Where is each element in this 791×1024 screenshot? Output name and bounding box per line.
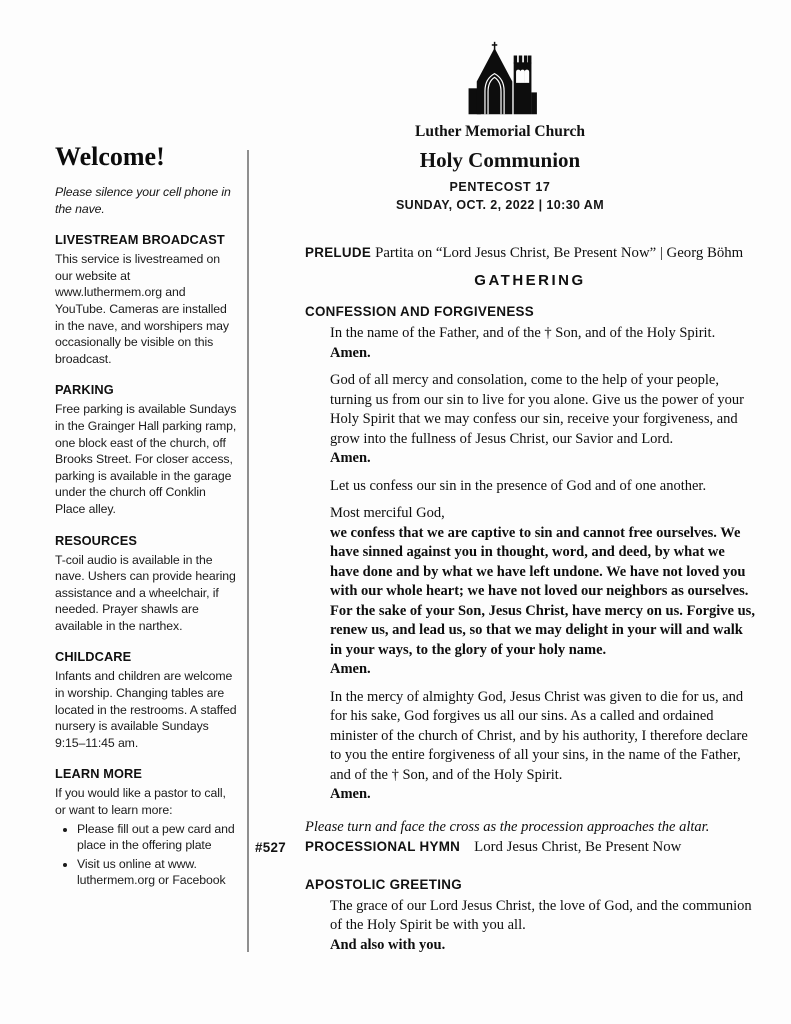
sidebar-section-childcare: [55, 648, 239, 751]
greeting-text: The grace of our Lord Jesus Christ, the love of God, and the communion of the Holy Spirit be with you all.: [330, 897, 752, 933]
confession-heading: CONFESSION AND FORGIVENESS: [305, 304, 535, 319]
liturgy-text: Let us confess our sin in the presence of God and of one another.: [330, 477, 707, 494]
section-body: This service is livestreamed on our website at www.luthermem.org and YouTube. Cameras are installed in the nave, and worshipers may occasionally be visible on this broadcast.: [55, 252, 229, 366]
liturgy-response: Amen.: [330, 344, 371, 361]
liturgy-response: Amen.: [330, 786, 371, 802]
prelude-label: PRELUDE: [305, 245, 372, 260]
liturgy-paragraph: [330, 477, 755, 497]
welcome-title: Welcome!: [55, 142, 165, 171]
silence-note: Please silence your cell phone in the nave.: [55, 185, 231, 216]
sidebar-section-learn-more: [55, 765, 239, 889]
section-body: Free parking is available Sundays in the Grainger Hall parking ramp, one block east of the church, off Brooks Street. For closer access, parking is available in the garage under the church off Conklin Place alley.: [55, 402, 237, 516]
apostolic-greeting-section: [305, 876, 755, 956]
hymn-label: PROCESSIONAL HYMN: [305, 838, 461, 854]
liturgy-paragraph: [330, 324, 755, 363]
bullet-item: • Please fill out a pew card and place in the offering plate: [77, 821, 239, 854]
section-body: If you would like a pastor to call, or want to learn more:: [55, 786, 226, 818]
prelude-line: [305, 244, 755, 262]
sidebar-section-livestream: [55, 231, 239, 367]
prelude-title: Partita on “Lord Jesus Christ, Be Present Now” | Georg Böhm: [375, 245, 744, 261]
liturgy-text: In the mercy of almighty God, Jesus Christ was given to die for us, and for his sake, God forgives us all our sins. As a called and ordained minister of the church of Christ, and by his authority, I therefore declare to you the entire forgiveness of all your sins, in the name of the Father, and of the † Son, and of the Holy Spirit.: [330, 688, 748, 783]
bullet-item: • Visit us online at www. luthermem.org or Facebook: [77, 856, 239, 889]
liturgy-text: God of all mercy and consolation, come to the help of your people, turning us from our sin to live for you alone. Give us the power of your Holy Spirit that we may confess our sin, receive your forgiveness, and grow into the fullness of Jesus Christ, our Savior and Lord.: [330, 372, 744, 447]
processional-hymn-line: [255, 838, 755, 856]
liturgy-paragraph: [330, 688, 755, 805]
sidebar-section-parking: [55, 381, 239, 517]
liturgy-paragraph: [330, 504, 755, 680]
liturgy-text: In the name of the Father, and of the † Son, and of the Holy Spirit.: [330, 325, 716, 341]
section-heading: LEARN MORE: [55, 766, 143, 782]
sidebar: [55, 142, 239, 891]
gathering-heading: GATHERING: [474, 272, 586, 289]
main-content: [255, 244, 755, 963]
section-heading: LIVESTREAM BROADCAST: [55, 232, 225, 248]
sidebar-section-resources: [55, 532, 239, 635]
apostolic-heading: APOSTOLIC GREETING: [305, 876, 462, 892]
service-title: Holy Communion: [419, 148, 581, 172]
liturgy-paragraph: [330, 897, 755, 956]
season-label: PENTECOST 17: [449, 180, 551, 194]
hymn-number: #527: [255, 839, 286, 855]
bullet-list: [55, 821, 239, 889]
liturgy-response: Amen.: [330, 450, 371, 466]
column-divider: [247, 150, 249, 952]
service-datetime: SUNDAY, OCT. 2, 2022 | 10:30 AM: [395, 198, 605, 212]
hymn-title: Lord Jesus Christ, Be Present Now: [474, 838, 682, 855]
section-body: Infants and children are welcome in worship. Changing tables are located in the restrooms. A staffed nursery is available Sundays 9:15–11:45 am.: [55, 669, 237, 750]
liturgy-paragraph: [330, 371, 755, 469]
rubric: Please turn and face the cross as the procession approaches the altar.: [305, 818, 710, 835]
church-name: Luther Memorial Church: [415, 123, 585, 140]
liturgy-lead: Most merciful God,: [330, 505, 445, 521]
header: [302, 36, 698, 212]
greeting-response: And also with you.: [330, 936, 446, 953]
section-heading: RESOURCES: [55, 532, 137, 548]
section-heading: CHILDCARE: [55, 649, 132, 665]
section-body: T-coil audio is available in the nave. Ushers can provide hearing assistance and a wheelchair, if needed. Prayer shawls are available in the narthex.: [55, 552, 236, 633]
confession-bold-text: we confess that we are captive to sin and cannot free ourselves. We have sinned against you in thought, word, and deed, by what we have done and by what we have left undone. We have not loved you with our whole heart; we have not loved our neighbors as ourselves. For the sake of your Son, Jesus Christ, have mercy on us. Forgive us, renew us, and lead us, so that we may delight in your will and walk in your ways, to the glory of your holy name.: [330, 524, 755, 658]
section-heading: PARKING: [55, 382, 114, 398]
church-logo-icon: [459, 36, 541, 121]
liturgy-response: Amen.: [330, 661, 371, 677]
